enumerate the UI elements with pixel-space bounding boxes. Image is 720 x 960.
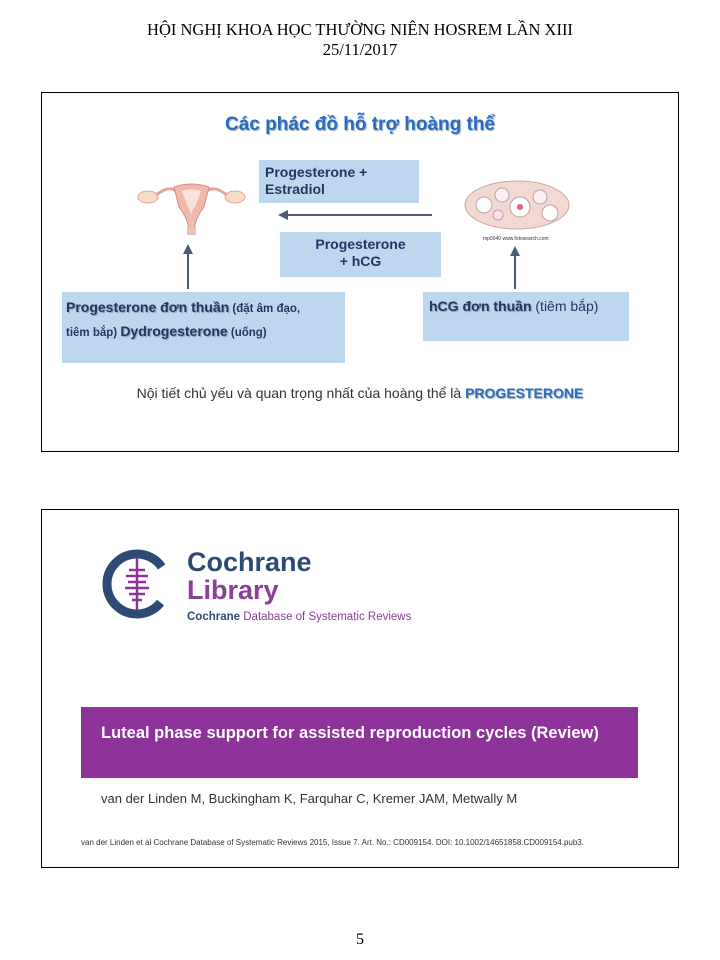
header-title: HỘI NGHỊ KHOA HỌC THƯỜNG NIÊN HOSREM LẦN XIII xyxy=(147,20,573,39)
box-left-main2: Dydrogesterone xyxy=(120,323,228,339)
arrow-shaft-left-vertical xyxy=(187,251,189,289)
arrow-shaft-horizontal xyxy=(285,214,432,216)
box-left-sub2: tiêm bắp) xyxy=(66,327,121,339)
review-authors: van der Linden M, Buckingham K, Farquhar C, Kremer JAM, Metwally M xyxy=(101,791,518,806)
ovary-caption: mp0040 www.fotosearch.com xyxy=(483,236,549,242)
box-left-main1: Progesterone đơn thuần xyxy=(66,299,230,315)
header-date: 25/11/2017 xyxy=(322,40,398,59)
arrow-head-up-left xyxy=(183,244,193,254)
box-progesterone-hcg xyxy=(280,232,441,277)
box-progesterone-only xyxy=(62,292,345,363)
database-subtitle xyxy=(187,611,411,623)
arrow-head-left xyxy=(278,210,288,220)
box-left-sub3: (uống) xyxy=(227,327,267,339)
box-progesterone-hcg-line1: Progesterone xyxy=(315,236,406,252)
slide-cochrane-review xyxy=(41,509,679,868)
ovary-illustration xyxy=(462,177,572,237)
uterus-illustration xyxy=(134,177,249,237)
slide-title: Các phác đồ hỗ trợ hoàng thể xyxy=(224,114,496,135)
cochrane-logo-icon xyxy=(99,546,175,622)
database-suffix: Database of Systematic Reviews xyxy=(240,611,412,623)
arrow-shaft-right-vertical xyxy=(514,253,516,289)
box-hcg-only xyxy=(423,292,629,341)
slide-luteal-support-protocols xyxy=(41,92,679,452)
box-progesterone-hcg-line2: + hCG xyxy=(339,253,382,269)
box-left-sub1: (đặt âm đạo, xyxy=(229,303,301,315)
box-progesterone-estradiol: Progesterone + Estradiol xyxy=(259,160,419,203)
brand-cochrane: Cochrane xyxy=(187,547,312,577)
slide-summary xyxy=(42,385,678,401)
summary-text: Nội tiết chủ yếu và quan trọng nhất của hoàng thể là xyxy=(136,385,466,401)
arrow-head-up-right xyxy=(510,246,520,256)
review-title: Luteal phase support for assisted reproduction cycles (Review) xyxy=(101,724,599,742)
box-right-main: hCG đơn thuần xyxy=(429,298,532,314)
summary-highlight: PROGESTERONE xyxy=(465,385,584,401)
database-prefix: Cochrane xyxy=(187,611,241,623)
box-right-sub: (tiêm bắp) xyxy=(531,298,599,314)
brand-library: Library xyxy=(187,575,279,605)
review-citation: van der Linden et al Cochrane Database of Systematic Reviews 2015, Issue 7. Art. No.: CD009154. DOI: 10.1002/14651858.CD009154.pub3. xyxy=(81,838,584,847)
review-title-banner xyxy=(81,707,638,778)
page-number: 5 xyxy=(356,931,364,948)
